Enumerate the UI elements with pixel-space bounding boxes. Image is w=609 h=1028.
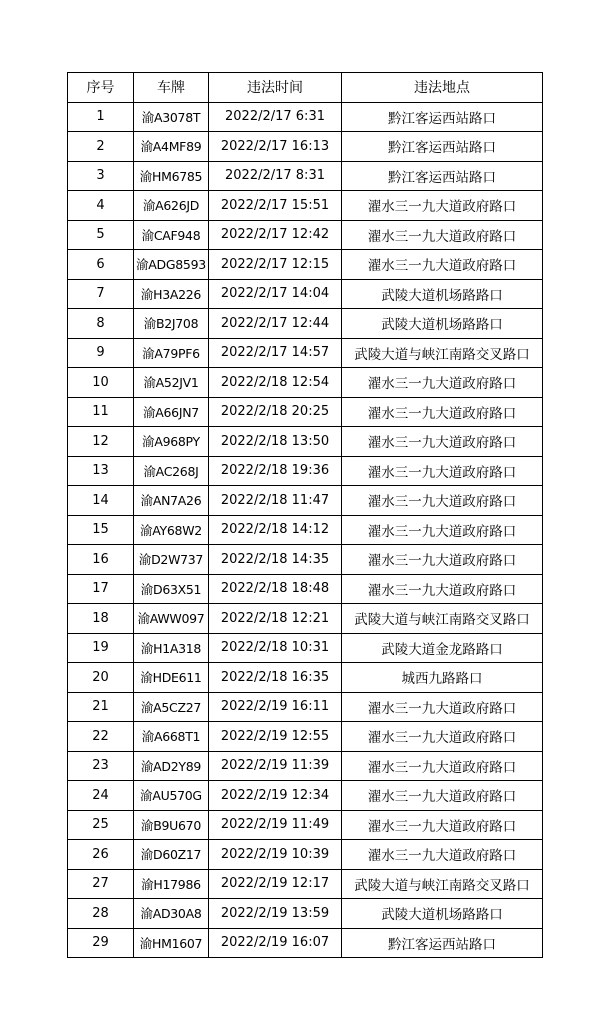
cell-seq: 1 xyxy=(68,102,134,132)
cell-plate: 渝AU570G xyxy=(134,781,209,811)
cell-place: 濯水三一九大道政府路口 xyxy=(342,692,543,722)
cell-time: 2022/2/18 11:47 xyxy=(209,486,342,516)
table-row xyxy=(68,781,543,811)
cell-time: 2022/2/19 12:34 xyxy=(209,781,342,811)
cell-place: 黔江客运西站路口 xyxy=(342,102,543,132)
cell-time: 2022/2/18 12:54 xyxy=(209,368,342,398)
cell-place: 黔江客运西站路口 xyxy=(342,132,543,162)
table-row xyxy=(68,161,543,191)
table-header xyxy=(68,73,543,103)
cell-seq: 11 xyxy=(68,397,134,427)
cell-place: 城西九路路口 xyxy=(342,663,543,693)
table-row xyxy=(68,220,543,250)
cell-plate: 渝D2W737 xyxy=(134,545,209,575)
cell-plate: 渝H17986 xyxy=(134,869,209,899)
table-row xyxy=(68,810,543,840)
cell-time: 2022/2/17 12:44 xyxy=(209,309,342,339)
cell-seq: 10 xyxy=(68,368,134,398)
cell-plate: 渝AC268J xyxy=(134,456,209,486)
cell-time: 2022/2/18 14:35 xyxy=(209,545,342,575)
cell-plate: 渝ADG8593 xyxy=(134,250,209,280)
cell-time: 2022/2/17 12:15 xyxy=(209,250,342,280)
cell-place: 武陵大道金龙路路口 xyxy=(342,633,543,663)
table-row xyxy=(68,869,543,899)
cell-place: 武陵大道与峡江南路交叉路口 xyxy=(342,338,543,368)
table-row xyxy=(68,840,543,870)
cell-seq: 19 xyxy=(68,633,134,663)
cell-time: 2022/2/19 11:39 xyxy=(209,751,342,781)
cell-plate: 渝A66JN7 xyxy=(134,397,209,427)
cell-plate: 渝A5CZ27 xyxy=(134,692,209,722)
cell-time: 2022/2/18 20:25 xyxy=(209,397,342,427)
cell-place: 濯水三一九大道政府路口 xyxy=(342,397,543,427)
cell-time: 2022/2/17 16:13 xyxy=(209,132,342,162)
cell-time: 2022/2/17 14:04 xyxy=(209,279,342,309)
cell-place: 黔江客运西站路口 xyxy=(342,161,543,191)
cell-time: 2022/2/18 10:31 xyxy=(209,633,342,663)
table-row xyxy=(68,545,543,575)
cell-time: 2022/2/18 19:36 xyxy=(209,456,342,486)
cell-time: 2022/2/18 13:50 xyxy=(209,427,342,457)
cell-time: 2022/2/19 16:07 xyxy=(209,928,342,958)
cell-place: 濯水三一九大道政府路口 xyxy=(342,545,543,575)
violations-table xyxy=(67,72,543,958)
cell-place: 濯水三一九大道政府路口 xyxy=(342,486,543,516)
table-row xyxy=(68,427,543,457)
cell-seq: 12 xyxy=(68,427,134,457)
cell-plate: 渝A968PY xyxy=(134,427,209,457)
cell-plate: 渝D60Z17 xyxy=(134,840,209,870)
header-seq: 序号 xyxy=(68,73,134,103)
cell-plate: 渝AD30A8 xyxy=(134,899,209,929)
cell-place: 濯水三一九大道政府路口 xyxy=(342,722,543,752)
table-row xyxy=(68,751,543,781)
table-row xyxy=(68,515,543,545)
cell-plate: 渝A3078T xyxy=(134,102,209,132)
cell-place: 濯水三一九大道政府路口 xyxy=(342,220,543,250)
table-row xyxy=(68,279,543,309)
cell-plate: 渝D63X51 xyxy=(134,574,209,604)
cell-plate: 渝HDE611 xyxy=(134,663,209,693)
cell-plate: 渝CAF948 xyxy=(134,220,209,250)
cell-place: 濯水三一九大道政府路口 xyxy=(342,781,543,811)
cell-seq: 26 xyxy=(68,840,134,870)
table-row xyxy=(68,633,543,663)
cell-plate: 渝B2J708 xyxy=(134,309,209,339)
cell-time: 2022/2/18 16:35 xyxy=(209,663,342,693)
cell-seq: 2 xyxy=(68,132,134,162)
table-row xyxy=(68,722,543,752)
cell-place: 武陵大道机场路路口 xyxy=(342,279,543,309)
cell-place: 武陵大道机场路路口 xyxy=(342,309,543,339)
cell-time: 2022/2/19 12:17 xyxy=(209,869,342,899)
header-place: 违法地点 xyxy=(342,73,543,103)
cell-place: 濯水三一九大道政府路口 xyxy=(342,751,543,781)
cell-place: 武陵大道与峡江南路交叉路口 xyxy=(342,869,543,899)
cell-time: 2022/2/19 16:11 xyxy=(209,692,342,722)
table-row xyxy=(68,928,543,958)
cell-plate: 渝H1A318 xyxy=(134,633,209,663)
cell-seq: 21 xyxy=(68,692,134,722)
cell-time: 2022/2/18 18:48 xyxy=(209,574,342,604)
cell-seq: 25 xyxy=(68,810,134,840)
cell-plate: 渝AD2Y89 xyxy=(134,751,209,781)
cell-seq: 22 xyxy=(68,722,134,752)
cell-seq: 27 xyxy=(68,869,134,899)
cell-seq: 6 xyxy=(68,250,134,280)
cell-plate: 渝HM6785 xyxy=(134,161,209,191)
cell-plate: 渝AN7A26 xyxy=(134,486,209,516)
cell-place: 濯水三一九大道政府路口 xyxy=(342,810,543,840)
cell-seq: 9 xyxy=(68,338,134,368)
cell-plate: 渝AY68W2 xyxy=(134,515,209,545)
table-row xyxy=(68,102,543,132)
header-row xyxy=(68,73,543,103)
header-time: 违法时间 xyxy=(209,73,342,103)
cell-seq: 28 xyxy=(68,899,134,929)
cell-place: 武陵大道与峡江南路交叉路口 xyxy=(342,604,543,634)
cell-time: 2022/2/17 6:31 xyxy=(209,102,342,132)
cell-seq: 24 xyxy=(68,781,134,811)
cell-seq: 5 xyxy=(68,220,134,250)
cell-time: 2022/2/19 12:55 xyxy=(209,722,342,752)
cell-place: 濯水三一九大道政府路口 xyxy=(342,250,543,280)
cell-seq: 13 xyxy=(68,456,134,486)
table-row xyxy=(68,132,543,162)
cell-seq: 8 xyxy=(68,309,134,339)
cell-time: 2022/2/17 14:57 xyxy=(209,338,342,368)
cell-place: 武陵大道机场路路口 xyxy=(342,899,543,929)
cell-time: 2022/2/19 13:59 xyxy=(209,899,342,929)
table-row xyxy=(68,456,543,486)
cell-time: 2022/2/18 14:12 xyxy=(209,515,342,545)
table-row xyxy=(68,338,543,368)
cell-seq: 15 xyxy=(68,515,134,545)
table-row xyxy=(68,604,543,634)
table-row xyxy=(68,191,543,221)
table-body xyxy=(68,102,543,958)
table-row xyxy=(68,486,543,516)
cell-seq: 4 xyxy=(68,191,134,221)
table-row xyxy=(68,309,543,339)
cell-seq: 3 xyxy=(68,161,134,191)
table-row xyxy=(68,368,543,398)
table-row xyxy=(68,899,543,929)
cell-plate: 渝A668T1 xyxy=(134,722,209,752)
cell-place: 黔江客运西站路口 xyxy=(342,928,543,958)
cell-plate: 渝AWW097 xyxy=(134,604,209,634)
cell-seq: 14 xyxy=(68,486,134,516)
table-row xyxy=(68,397,543,427)
cell-seq: 18 xyxy=(68,604,134,634)
cell-seq: 23 xyxy=(68,751,134,781)
cell-place: 濯水三一九大道政府路口 xyxy=(342,427,543,457)
cell-plate: 渝B9U670 xyxy=(134,810,209,840)
cell-time: 2022/2/18 12:21 xyxy=(209,604,342,634)
cell-plate: 渝H3A226 xyxy=(134,279,209,309)
cell-place: 濯水三一九大道政府路口 xyxy=(342,515,543,545)
table-row xyxy=(68,663,543,693)
cell-time: 2022/2/17 8:31 xyxy=(209,161,342,191)
cell-plate: 渝A79PF6 xyxy=(134,338,209,368)
cell-plate: 渝A626JD xyxy=(134,191,209,221)
table-row xyxy=(68,574,543,604)
cell-time: 2022/2/17 15:51 xyxy=(209,191,342,221)
cell-place: 濯水三一九大道政府路口 xyxy=(342,574,543,604)
table-row xyxy=(68,250,543,280)
cell-time: 2022/2/17 12:42 xyxy=(209,220,342,250)
header-plate: 车牌 xyxy=(134,73,209,103)
cell-time: 2022/2/19 10:39 xyxy=(209,840,342,870)
cell-seq: 16 xyxy=(68,545,134,575)
cell-seq: 29 xyxy=(68,928,134,958)
cell-place: 濯水三一九大道政府路口 xyxy=(342,191,543,221)
table-row xyxy=(68,692,543,722)
cell-place: 濯水三一九大道政府路口 xyxy=(342,840,543,870)
cell-seq: 17 xyxy=(68,574,134,604)
cell-place: 濯水三一九大道政府路口 xyxy=(342,456,543,486)
cell-plate: 渝HM1607 xyxy=(134,928,209,958)
cell-seq: 20 xyxy=(68,663,134,693)
cell-seq: 7 xyxy=(68,279,134,309)
cell-plate: 渝A4MF89 xyxy=(134,132,209,162)
cell-place: 濯水三一九大道政府路口 xyxy=(342,368,543,398)
cell-plate: 渝A52JV1 xyxy=(134,368,209,398)
cell-time: 2022/2/19 11:49 xyxy=(209,810,342,840)
